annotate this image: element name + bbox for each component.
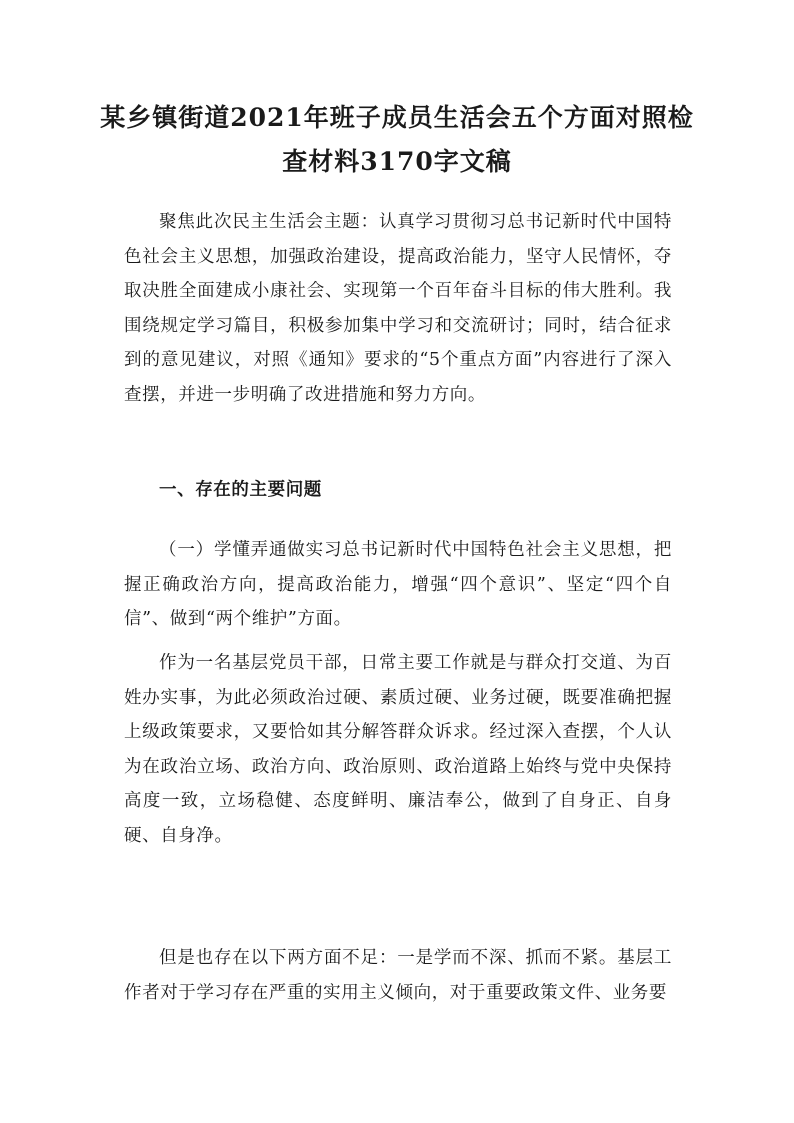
document-title: 某乡镇街道2021年班子成员生活会五个方面对照检查材料3170字文稿	[100, 103, 694, 176]
subsection-paragraph: （一）学懂弄通做实习总书记新时代中国特色社会主义思想，把握正确政治方向，提高政治能力，增强“四个意识”、坚定“四个自信”、做到“两个维护”方面。	[124, 540, 672, 629]
body-paragraph-continued: 但是也存在以下两方面不足：一是学而不深、抓而不紧。基层工作者对于学习存在严重的实用主义倾向，对于重要政策文件、业务要	[124, 948, 672, 1003]
body-paragraph: 作为一名基层党员干部，日常主要工作就是与群众打交道、为百姓办实事，为此必须政治过硬、素质过硬、业务过硬，既要准确把握上级政策要求，又要恰如其分解答群众诉求。经过深入查摆，个人认为在政治立场、政治方向、政治原则、政治道路上始终与党中央保持高度一致，立场稳健、态度鲜明、廉洁奉公，做到了自身正、自身硬、自身净。	[124, 653, 672, 846]
intro-paragraph: 聚焦此次民主生活会主题：认真学习贯彻习总书记新时代中国特色社会主义思想，加强政治建设，提高政治能力，坚守人民情怀，夺取决胜全面建成小康社会、实现第一个百年奋斗目标的伟大胜利。我围绕规定学习篇目，积极参加集中学习和交流研讨；同时，结合征求到的意见建议，对照《通知》要求的“5个重点方面”内容进行了深入查摆，并进一步明确了改进措施和努力方向。	[124, 212, 672, 405]
section-heading: 一、存在的主要问题	[159, 480, 322, 500]
